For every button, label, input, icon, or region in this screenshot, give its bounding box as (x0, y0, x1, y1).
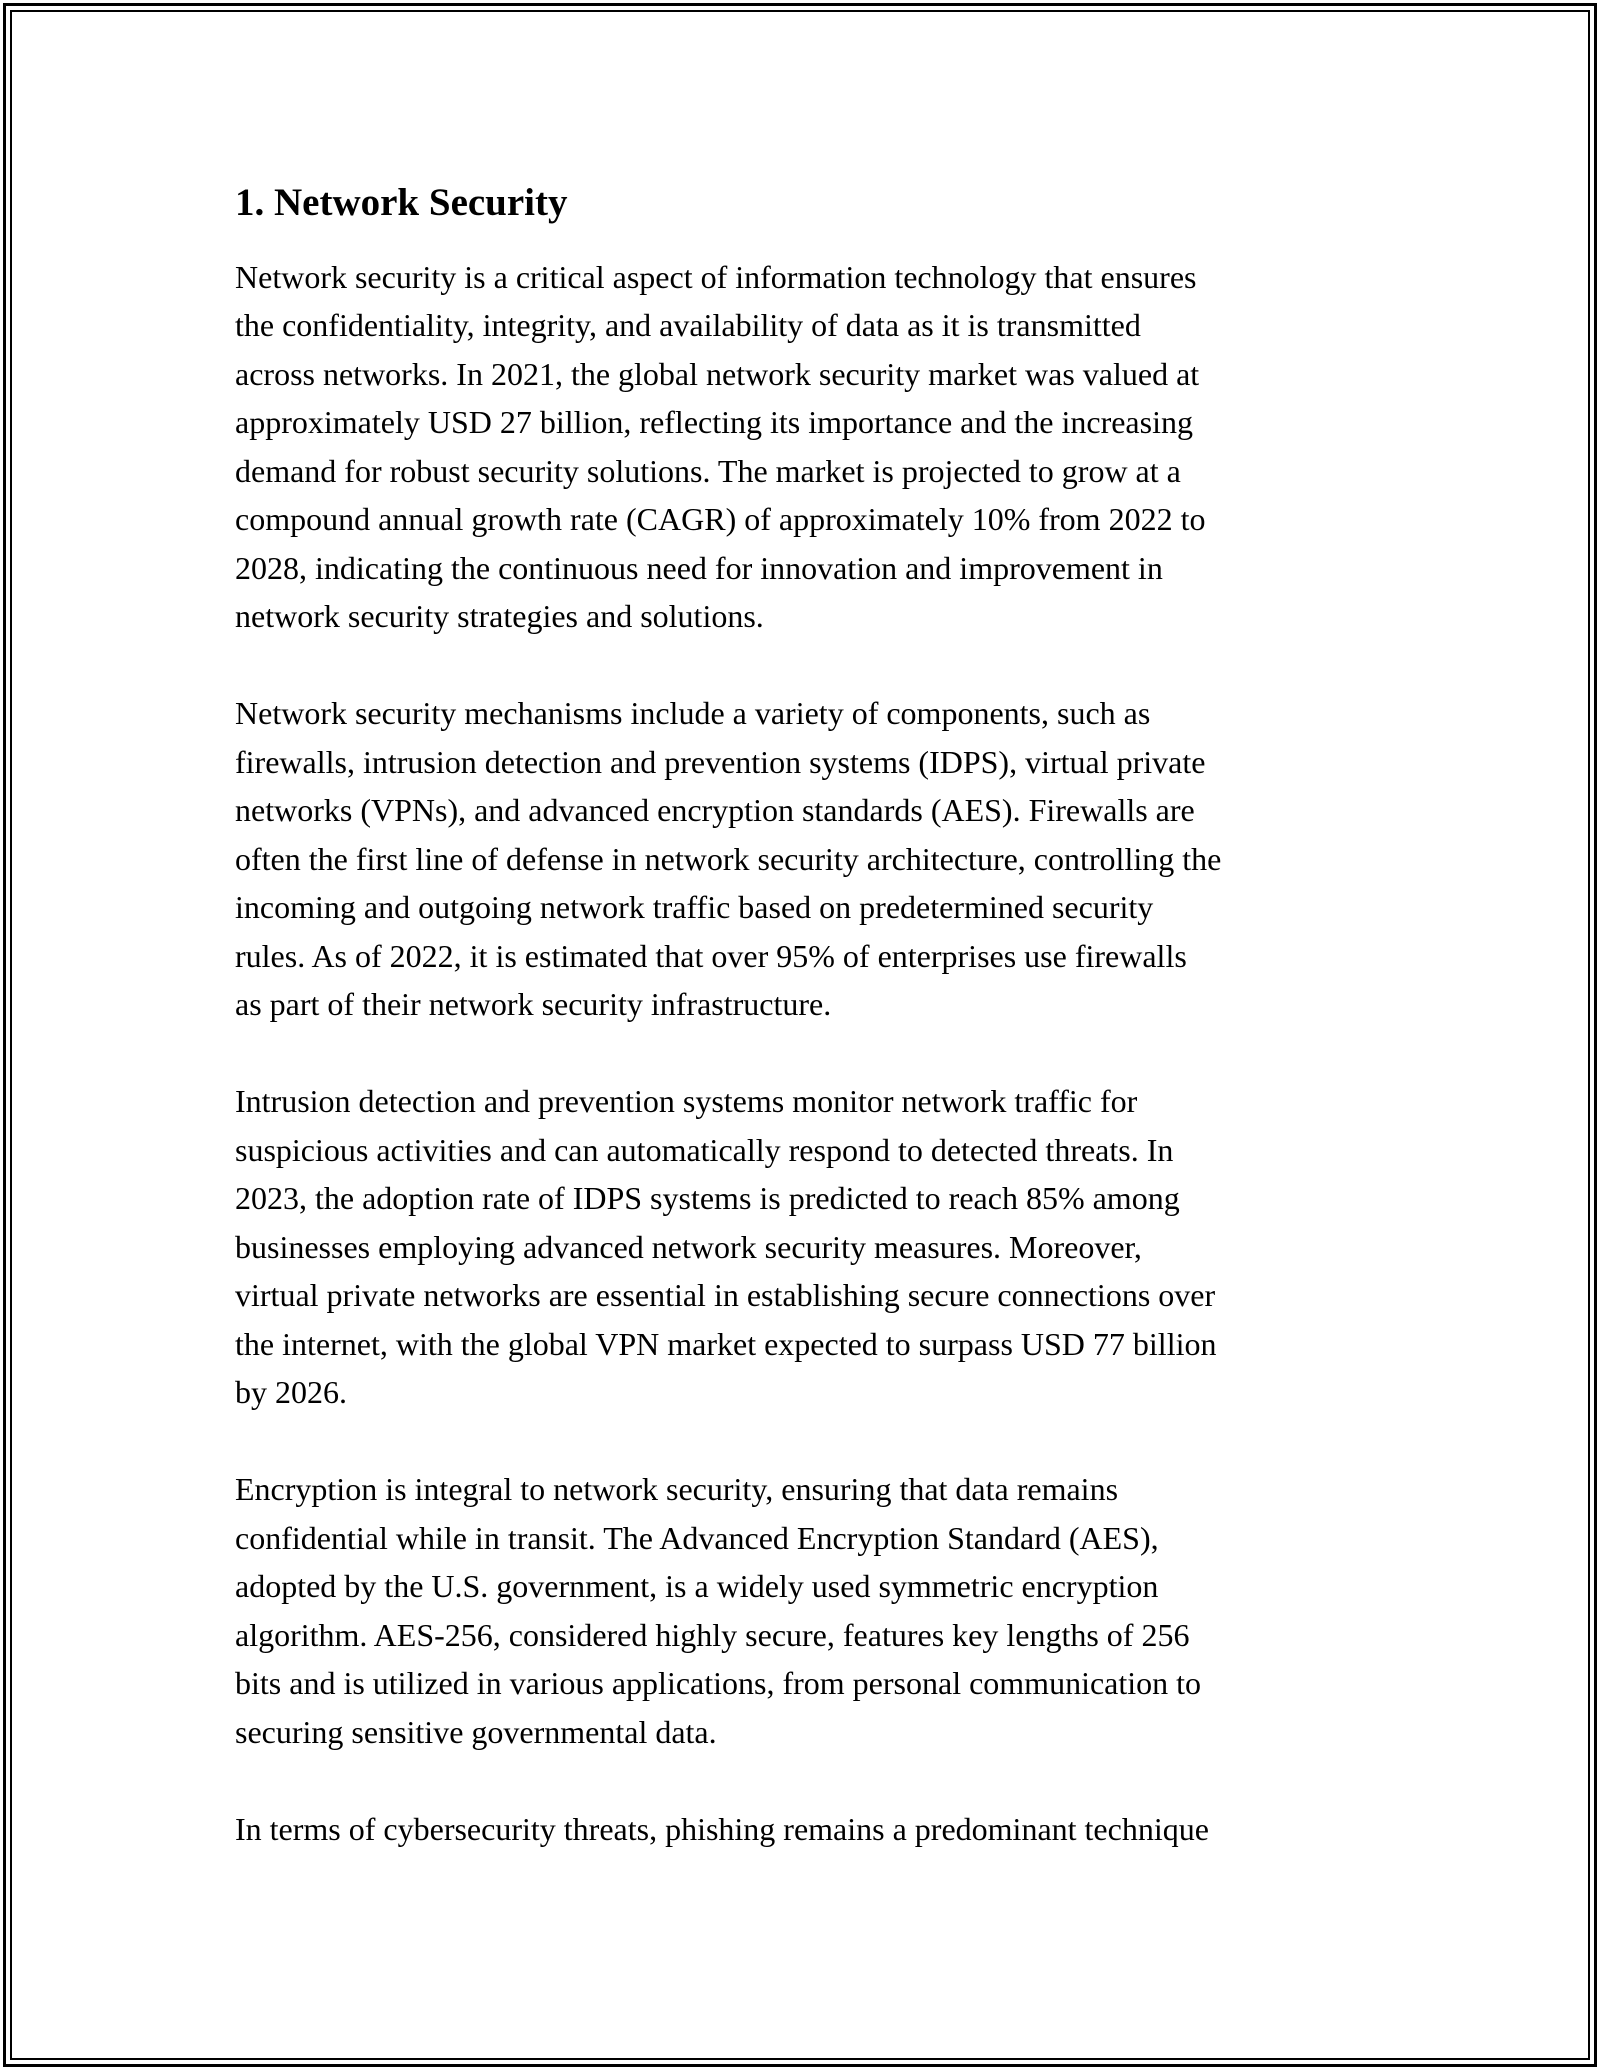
paragraph-intrusion-detection: Intrusion detection and prevention systems monitor network traffic for suspicious activities and can automatically respond to detected threats. In 2023, the adoption rate of IDPS systems is predicted to reach 85% among businesses employing advanced network security measures. Moreover, virtual private networks are essential in establishing secure connections over the internet, with the global VPN market expected to surpass USD 77 billion by 2026. (235, 1083, 1217, 1411)
document-body (235, 180, 1385, 1902)
paragraph-cybersecurity-threats: In terms of cybersecurity threats, phishing remains a predominant technique (235, 1810, 1209, 1847)
paragraph-network-security-overview: Network security is a critical aspect of information technology that ensures the confidentiality, integrity, and availability of data as it is transmitted across networks. In 2021, the global network security market was valued at approximately USD 27 billion, reflecting its importance and the increasing demand for robust security solutions. The market is projected to grow at a compound annual growth rate (CAGR) of approximately 10% from 2022 to 2028, indicating the continuous need for innovation and improvement in network security strategies and solutions. (235, 258, 1206, 635)
section-title: 1. Network Security (235, 181, 568, 224)
paragraph-security-mechanisms: Network security mechanisms include a variety of components, such as firewalls, intrusion detection and prevention systems (IDPS), virtual private networks (VPNs), and advanced encryption standards (AES). Firewalls are often the first line of defense in network security architecture, controlling the incoming and outgoing network traffic based on predetermined security rules. As of 2022, it is estimated that over 95% of enterprises use firewalls as part of their network security infrastructure. (235, 695, 1222, 1023)
paragraph-encryption: Encryption is integral to network security, ensuring that data remains confidential while in transit. The Advanced Encryption Standard (AES), adopted by the U.S. government, is a widely used symmetric encryption algorithm. AES-256, considered highly secure, features key lengths of 256 bits and is utilized in various applications, from personal communication to securing sensitive governmental data. (235, 1471, 1202, 1750)
